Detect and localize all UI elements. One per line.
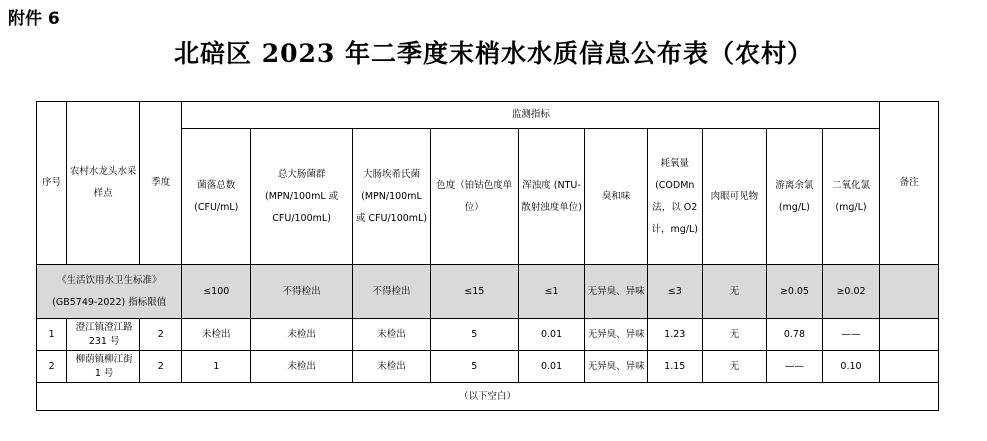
standard-value: ≥0.02 <box>822 265 880 319</box>
row-value: 1.23 <box>647 319 702 351</box>
row-value: 未检出 <box>251 319 353 351</box>
row-quarter: 2 <box>140 351 182 383</box>
row-value: 0.10 <box>822 351 880 383</box>
header-indicator: 大肠埃希氏菌 (MPN/100mL 或 CFU/100mL) <box>353 129 431 265</box>
row-value: 无 <box>702 319 767 351</box>
row-value: 0.01 <box>518 319 585 351</box>
header-quarter: 季度 <box>140 102 182 265</box>
row-value: 未检出 <box>182 319 251 351</box>
header-indicator: 肉眼可见物 <box>702 129 767 265</box>
row-value: 未检出 <box>251 351 353 383</box>
header-indicator: 菌落总数 (CFU/mL) <box>182 129 251 265</box>
row-value: —— <box>822 319 880 351</box>
row-value: 0.78 <box>767 319 823 351</box>
row-value: 无 <box>702 351 767 383</box>
header-seq: 序号 <box>37 102 67 265</box>
standard-remark <box>880 265 939 319</box>
attachment-label: 附件 6 <box>8 9 60 29</box>
standard-value: 无 <box>702 265 767 319</box>
header-remark: 备注 <box>880 102 939 265</box>
row-value: 5 <box>430 319 518 351</box>
header-indicator: 总大肠菌群 (MPN/100mL 或 CFU/100mL) <box>251 129 353 265</box>
row-value: 0.01 <box>518 351 585 383</box>
header-indicator: 臭和味 <box>585 129 648 265</box>
standard-value: ≤3 <box>647 265 702 319</box>
header-indicator: 耗氧量 (CODMn 法，以 O2 计，mg/L) <box>647 129 702 265</box>
row-remark <box>880 319 939 351</box>
row-seq: 1 <box>37 319 67 351</box>
standard-value: 不得检出 <box>251 265 353 319</box>
header-monitoring-group: 监测指标 <box>182 102 880 129</box>
header-indicator: 色度（铂钴色度单位） <box>430 129 518 265</box>
row-value: 无异臭、异味 <box>585 351 648 383</box>
row-value: 无异臭、异味 <box>585 319 648 351</box>
row-value: 未检出 <box>353 319 431 351</box>
row-site: 柳荫镇柳江街 1 号 <box>67 351 140 383</box>
standard-value: ≤15 <box>430 265 518 319</box>
standard-value: 不得检出 <box>353 265 431 319</box>
row-quarter: 2 <box>140 319 182 351</box>
water-quality-table <box>36 101 939 411</box>
row-value: —— <box>767 351 823 383</box>
blank-below-note: （以下空白） <box>37 383 939 411</box>
row-value: 1 <box>182 351 251 383</box>
standard-value: 无异臭、异味 <box>585 265 648 319</box>
row-remark <box>880 351 939 383</box>
standard-label: 《生活饮用水卫生标准》(GB5749-2022) 指标限值 <box>37 265 182 319</box>
row-value: 1.15 <box>647 351 702 383</box>
header-indicator: 浑浊度 (NTU-散射浊度单位) <box>518 129 585 265</box>
row-value: 未检出 <box>353 351 431 383</box>
standard-value: ≤100 <box>182 265 251 319</box>
header-site: 农村水龙头水采样点 <box>67 102 140 265</box>
standard-value: ≤1 <box>518 265 585 319</box>
row-site: 澄江镇澄江路 231 号 <box>67 319 140 351</box>
page-title: 北碚区 2023 年二季度末梢水水质信息公布表（农村） <box>174 39 813 68</box>
table-row <box>37 319 939 351</box>
header-indicator: 游离余氯 (mg/L) <box>767 129 823 265</box>
table-row <box>37 351 939 383</box>
row-value: 5 <box>430 351 518 383</box>
standard-value: ≥0.05 <box>767 265 823 319</box>
row-seq: 2 <box>37 351 67 383</box>
header-indicator: 二氧化氯 (mg/L) <box>822 129 880 265</box>
